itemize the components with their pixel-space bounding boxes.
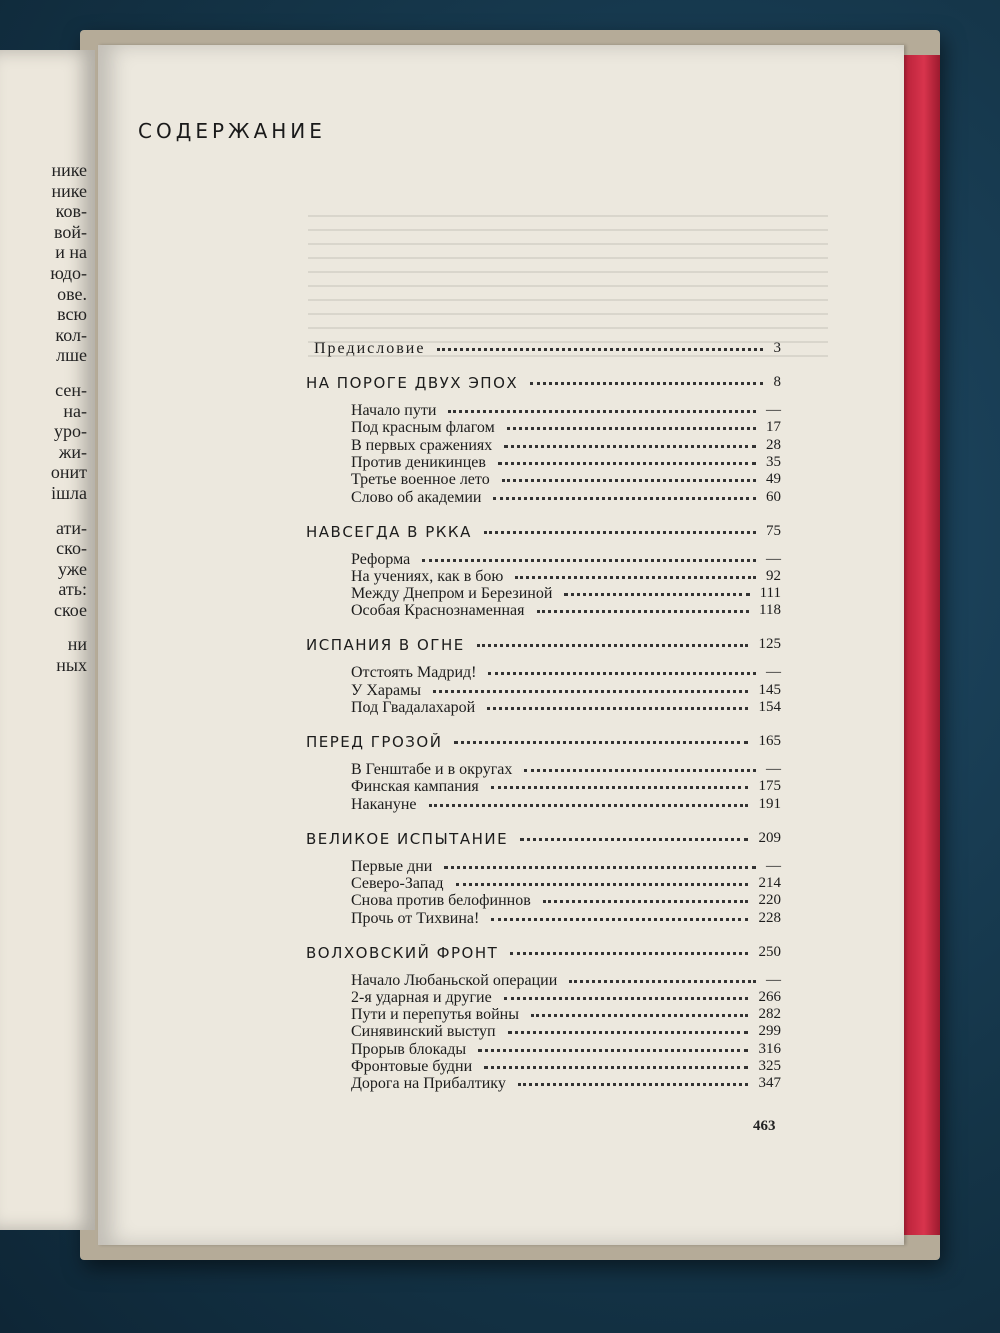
toc-entry-label: Реформа — [351, 550, 411, 568]
toc-leader-dots — [537, 610, 749, 613]
toc-entry-label: Против деникинцев — [351, 453, 486, 471]
toc-page-number: 8 — [773, 374, 781, 390]
toc-entry-label: Прорыв блокады — [351, 1040, 467, 1058]
page-number: 463 — [753, 1118, 776, 1134]
toc-leader-dots — [530, 382, 763, 385]
toc-entry-label: Фронтовые будни — [351, 1058, 473, 1075]
toc-page-number: 154 — [758, 699, 781, 715]
left-page-line: уро- — [54, 421, 87, 442]
left-page-line: лше — [56, 345, 87, 366]
toc-page-number: 92 — [766, 567, 781, 584]
toc-page-number: 17 — [766, 419, 781, 436]
toc-entry-label: Предисловие — [314, 340, 426, 357]
toc-part-entry — [98, 830, 904, 850]
toc-leader-dots — [520, 838, 748, 841]
cover-red-band — [900, 55, 940, 1235]
toc-page-number: 165 — [758, 733, 781, 749]
left-page-line: на- — [63, 400, 87, 421]
toc-leader-dots — [510, 952, 748, 955]
toc-leader-dots — [507, 427, 756, 430]
toc-leader-dots — [484, 1066, 748, 1069]
left-page-line: ков- — [55, 201, 87, 222]
toc-leader-dots — [515, 576, 756, 579]
toc-leader-dots — [437, 348, 763, 351]
left-page-line: и на — [55, 242, 87, 263]
left-page-line: юдо- — [50, 262, 87, 283]
toc-page-number: 266 — [758, 988, 781, 1005]
toc-entry — [98, 602, 904, 622]
toc-entry — [98, 699, 904, 719]
left-page-line: ати- — [55, 517, 87, 538]
toc-page-number: 145 — [758, 681, 781, 698]
toc-page-number: — — [766, 971, 781, 988]
toc-page-number: 28 — [766, 436, 781, 453]
left-page-line — [50, 504, 87, 518]
toc-page-number: 347 — [758, 1075, 781, 1092]
left-page-line: жи- — [58, 441, 87, 462]
toc-leader-dots — [491, 786, 748, 789]
toc-entry-label: Синявинский выступ — [351, 1023, 496, 1041]
left-page — [0, 50, 95, 1230]
contents-page — [98, 45, 904, 1245]
toc-entry-label: Слово об академии — [351, 488, 482, 506]
toc-entry-label: ИСПАНИЯ В ОГНЕ — [306, 636, 465, 655]
toc-entry-label: Начало пути — [351, 402, 437, 419]
left-page-line: нике — [51, 180, 87, 201]
toc-leader-dots — [454, 741, 748, 744]
toc-part-entry — [98, 523, 904, 543]
toc-leader-dots — [569, 980, 756, 983]
left-page-line — [50, 366, 87, 380]
toc-leader-dots — [543, 900, 748, 903]
toc-entry-label: Пути и перепутья войны — [351, 1006, 519, 1024]
toc-entry-label: ПЕРЕД ГРОЗОЙ — [306, 733, 443, 751]
toc-leader-dots — [487, 707, 748, 710]
toc-part-entry — [98, 733, 904, 753]
left-page-line: сен- — [55, 379, 87, 400]
toc-page-number: 49 — [766, 471, 781, 488]
left-page-line: ове. — [57, 283, 87, 304]
left-page-line: ішла — [51, 482, 87, 503]
left-page-line: ско- — [56, 538, 87, 559]
toc-leader-dots — [429, 804, 748, 807]
left-page-line: ать: — [58, 579, 87, 600]
toc-entry-label: ВЕЛИКОЕ ИСПЫТАНИЕ — [306, 829, 509, 848]
toc-leader-dots — [531, 1014, 748, 1017]
toc-leader-dots — [504, 997, 748, 1000]
toc-entry-label: Прочь от Тихвина! — [351, 909, 480, 927]
left-page-line — [50, 620, 87, 634]
toc-entry-label: Под Гвадалахарой — [351, 699, 476, 716]
toc-page-number: 325 — [758, 1058, 781, 1074]
toc-entry — [98, 340, 904, 360]
toc-page-number: 60 — [766, 488, 781, 505]
toc-page-number: — — [766, 550, 781, 567]
toc-leader-dots — [488, 672, 756, 675]
toc-page-number: 250 — [758, 943, 781, 960]
toc-page-number: 214 — [758, 874, 781, 891]
toc-entry-label: Под красным флагом — [351, 419, 495, 437]
toc-page-number: — — [766, 664, 781, 681]
toc-part-entry — [98, 374, 904, 394]
toc-entry-label: Северо-Запад — [351, 874, 444, 892]
toc-page-number: 191 — [758, 795, 781, 812]
toc-leader-dots — [502, 479, 756, 482]
toc-page-number: 3 — [773, 340, 781, 356]
toc-page-number: 125 — [758, 636, 781, 653]
toc-leader-dots — [477, 644, 748, 647]
toc-entry-label: Снова против белофиннов — [351, 892, 531, 910]
left-page-line: онит — [50, 462, 87, 483]
toc-entry-label: 2-я ударная и другие — [351, 988, 492, 1006]
toc-entry — [98, 796, 904, 816]
toc-entry-label: Дорога на Прибалтику — [351, 1075, 506, 1093]
toc-entry-label: Отстоять Мадрид! — [351, 664, 477, 682]
toc-entry-label: НАВСЕГДА В РККА — [306, 522, 472, 541]
toc-entry-label: В первых сражениях — [351, 436, 493, 454]
toc-entry-label: Особая Краснознаменная — [351, 602, 525, 620]
toc-page-number: 111 — [759, 585, 781, 602]
toc-page-number: 316 — [758, 1040, 781, 1057]
toc-leader-dots — [518, 1083, 748, 1086]
toc-leader-dots — [491, 918, 748, 921]
toc-part-entry — [98, 636, 904, 656]
toc-leader-dots — [484, 531, 756, 534]
toc-leader-dots — [508, 1031, 748, 1034]
toc-entry-label: Первые дни — [351, 857, 433, 875]
left-page-line: вой- — [53, 221, 87, 242]
toc-entry-label: НА ПОРОГЕ ДВУХ ЭПОХ — [306, 374, 519, 392]
toc-entry-label: В Генштабе и в округах — [351, 761, 513, 778]
toc-entry-label: Финская кампания — [351, 778, 479, 796]
left-page-line: кол- — [55, 324, 87, 345]
toc-entry-label: Третье военное лето — [351, 471, 490, 489]
left-page-line: ни — [67, 634, 87, 655]
toc-entry — [98, 1075, 904, 1095]
toc-page-number: 209 — [758, 829, 781, 846]
toc-page-number: 75 — [766, 522, 781, 539]
toc-leader-dots — [444, 866, 756, 869]
toc-page-number: — — [766, 761, 781, 777]
toc-entry-label: Накануне — [351, 795, 417, 813]
page-title: СОДЕРЖАНИЕ — [138, 119, 326, 143]
toc-page-number: 220 — [758, 892, 781, 909]
toc-page-number: 282 — [758, 1006, 781, 1023]
toc-leader-dots — [478, 1049, 748, 1052]
toc-page-number: — — [766, 857, 781, 874]
toc-leader-dots — [433, 690, 748, 693]
toc-entry — [98, 910, 904, 930]
toc-leader-dots — [493, 497, 756, 500]
toc-page-number: 228 — [758, 909, 781, 926]
toc-entry-label: ВОЛХОВСКИЙ ФРОНТ — [306, 943, 499, 962]
toc-leader-dots — [498, 462, 756, 465]
toc-part-entry — [98, 944, 904, 964]
toc-page-number: 118 — [759, 602, 781, 619]
toc-leader-dots — [504, 445, 756, 448]
toc-page-number: 175 — [758, 778, 781, 795]
toc-entry-label: На учениях, как в бою — [351, 567, 504, 585]
left-page-line: уже — [58, 558, 87, 579]
left-page-text — [50, 160, 87, 676]
toc-leader-dots — [422, 559, 756, 562]
toc-page-number: 299 — [758, 1023, 781, 1040]
left-page-line: ское — [53, 599, 87, 620]
toc-leader-dots — [564, 593, 750, 596]
toc-entry-label: Начало Любаньской операции — [351, 971, 558, 989]
left-page-line: ных — [56, 655, 87, 676]
toc-leader-dots — [456, 883, 748, 886]
toc-entry-label: Между Днепром и Березиной — [351, 585, 553, 603]
toc-entry-label: У Харамы — [351, 681, 421, 699]
left-page-line: нике — [51, 160, 87, 180]
toc-page-number: — — [766, 402, 781, 418]
toc-leader-dots — [448, 410, 756, 413]
toc-leader-dots — [524, 769, 756, 772]
left-page-line: всю — [57, 304, 87, 325]
toc-entry — [98, 489, 904, 509]
toc-page-number: 35 — [766, 453, 781, 470]
